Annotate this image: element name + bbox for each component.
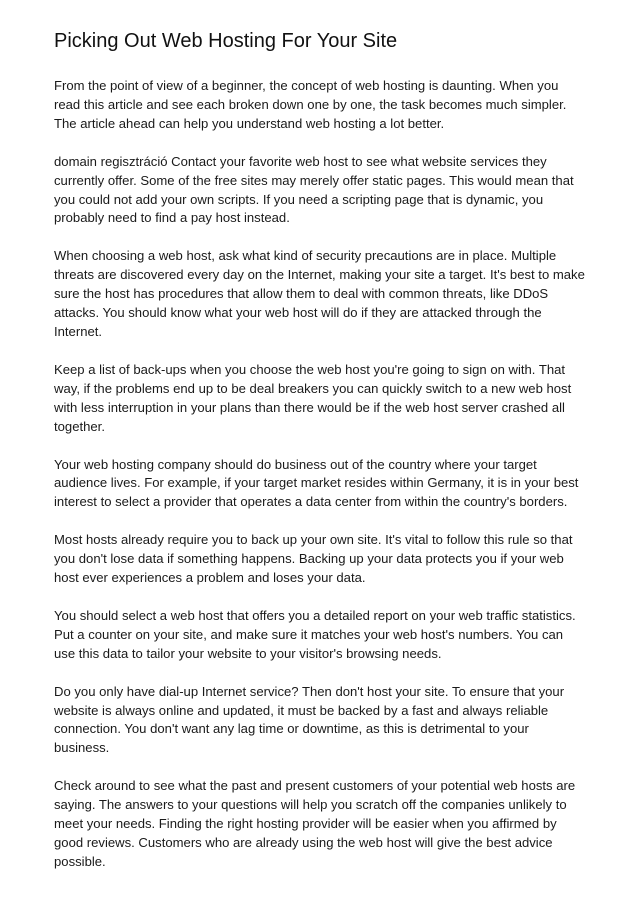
paragraph-intro: From the point of view of a beginner, the concept of web hosting is daunting. When you read this article and see each broken down one by one, the task becomes much simpler. The article ahead can help you understand web hosting a lot better.	[54, 78, 567, 131]
paragraph-site-backup: Most hosts already require you to back up your own site. It's vital to follow this rule so that you don't lose data if something happens. Backing up your data protects you if your web host ever experiences a problem and loses your data.	[54, 532, 573, 586]
paragraph-dial-up: Do you only have dial-up Internet service? Then don't host your site. To ensure that your website is always online and updated, it must be backed by a fast and always reliable connection. You don't want any lag time or downtime, as this is detrimental to your business.	[54, 683, 565, 756]
document-page	[54, 27, 586, 891]
paragraph-security: When choosing a web host, ask what kind of security precautions are in place. Multiple threats are discovered every day on the Internet, making your site a target. It's best to make sure the host has procedures that allow them to deal with common threats, like DDoS attacks. You should know what your web host will do if they are attacked through the Internet.	[54, 248, 585, 339]
paragraph-traffic-stats: You should select a web host that offers you a detailed report on your web traffic statistics. Put a counter on your site, and make sure it matches your web host's numbers. You can use this data to tailor your website to your visitor's browsing needs.	[54, 607, 576, 661]
paragraph-free-hosts: domain regisztráció Contact your favorite web host to see what website services they currently offer. Some of the free sites may merely offer static pages. This would mean that you could not add your own scripts. If you need a scripting page that is dynamic, you probably need to find a pay host instead.	[54, 153, 574, 226]
document-title: Picking Out Web Hosting For Your Site	[54, 30, 398, 52]
paragraph-backups-list: Keep a list of back-ups when you choose the web host you're going to sign on with. That way, if the problems end up to be deal breakers you can quickly switch to a new web host with less interruption in your plans than there would be if the web host server crashed all together.	[54, 361, 572, 434]
paragraph-reviews: Check around to see what the past and present customers of your potential web hosts are saying. The answers to your questions will help you scratch off the companies unlikely to meet your needs. Finding the right hosting provider will be easier when you affirmed by good reviews. Customers who are already using the web host will give the best advice possible.	[54, 778, 576, 869]
paragraph-location: Your web hosting company should do business out of the country where your target audience lives. For example, if your target market resides within Germany, it is in your best interest to select a provider that operates a data center from within the country's borders.	[54, 456, 579, 510]
